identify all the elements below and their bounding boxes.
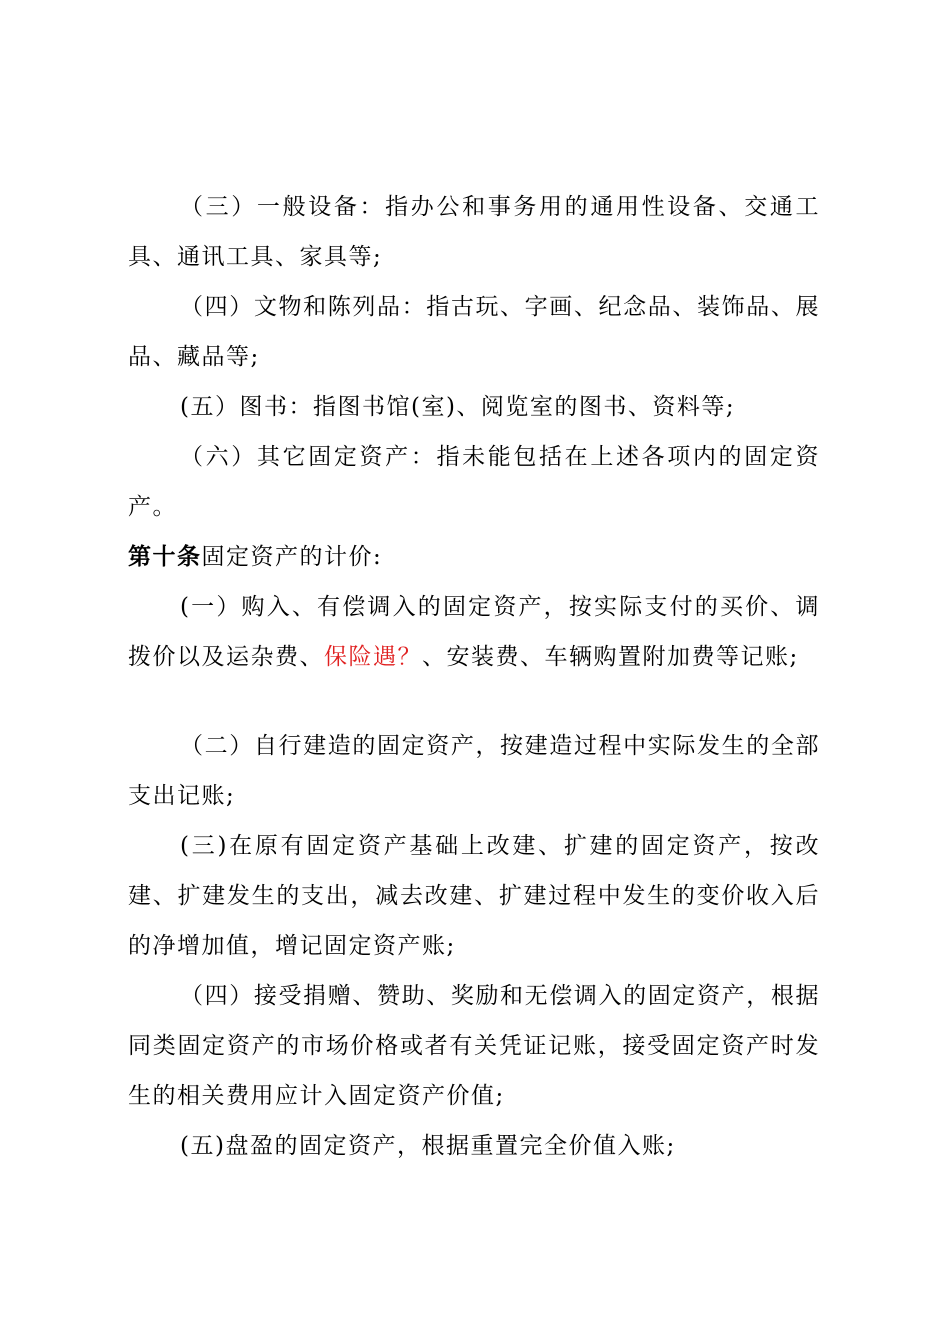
article-10-heading (128, 532, 820, 582)
paragraph-cultural-relics: （四）文物和陈列品：指古玩、字画、纪念品、装饰品、展品、藏品等; (128, 294, 820, 370)
paragraph-purchased-assets (128, 582, 820, 682)
paragraph-renovated-assets: (三)在原有固定资产基础上改建、扩建的固定资产，按改建、扩建发生的支出，减去改建、扩建过程中发生的变价收入后的净增加值，增记固定资产账; (128, 833, 820, 959)
paragraph-self-built-assets: （二）自行建造的固定资产，按建造过程中实际发生的全部支出记账; (128, 733, 820, 809)
document-body (128, 182, 820, 1171)
paragraph-general-equipment: （三）一般设备：指办公和事务用的通用性设备、交通工具、通讯工具、家具等; (128, 194, 820, 270)
paragraph-donated-assets: （四）接受捐赠、赞助、奖励和无偿调入的固定资产，根据同类固定资产的市场价格或者有关凭证记账，接受固定资产时发生的相关费用应计入固定资产价值; (128, 983, 820, 1109)
article-10-label: 第十条 (128, 544, 202, 570)
article-10-title: 固定资产的计价: (201, 544, 383, 570)
paragraph-other-assets: （六）其它固定资产：指未能包括在上述各项内的固定资产。 (128, 444, 820, 520)
purchased-assets-text-start: (一）购入、有偿调入的固定资产，按实际支付的买价、调拨价以及运杂费、 (128, 594, 820, 670)
highlighted-term: 保险遇？ (324, 644, 422, 670)
purchased-assets-text-end: 、安装费、车辆购置附加费等记账; (422, 644, 799, 670)
paragraph-books: (五）图书：指图书馆(室)、阅览室的图书、资料等; (180, 394, 736, 420)
paragraph-surplus-assets: (五)盘盈的固定资产，根据重置完全价值入账; (180, 1133, 676, 1159)
